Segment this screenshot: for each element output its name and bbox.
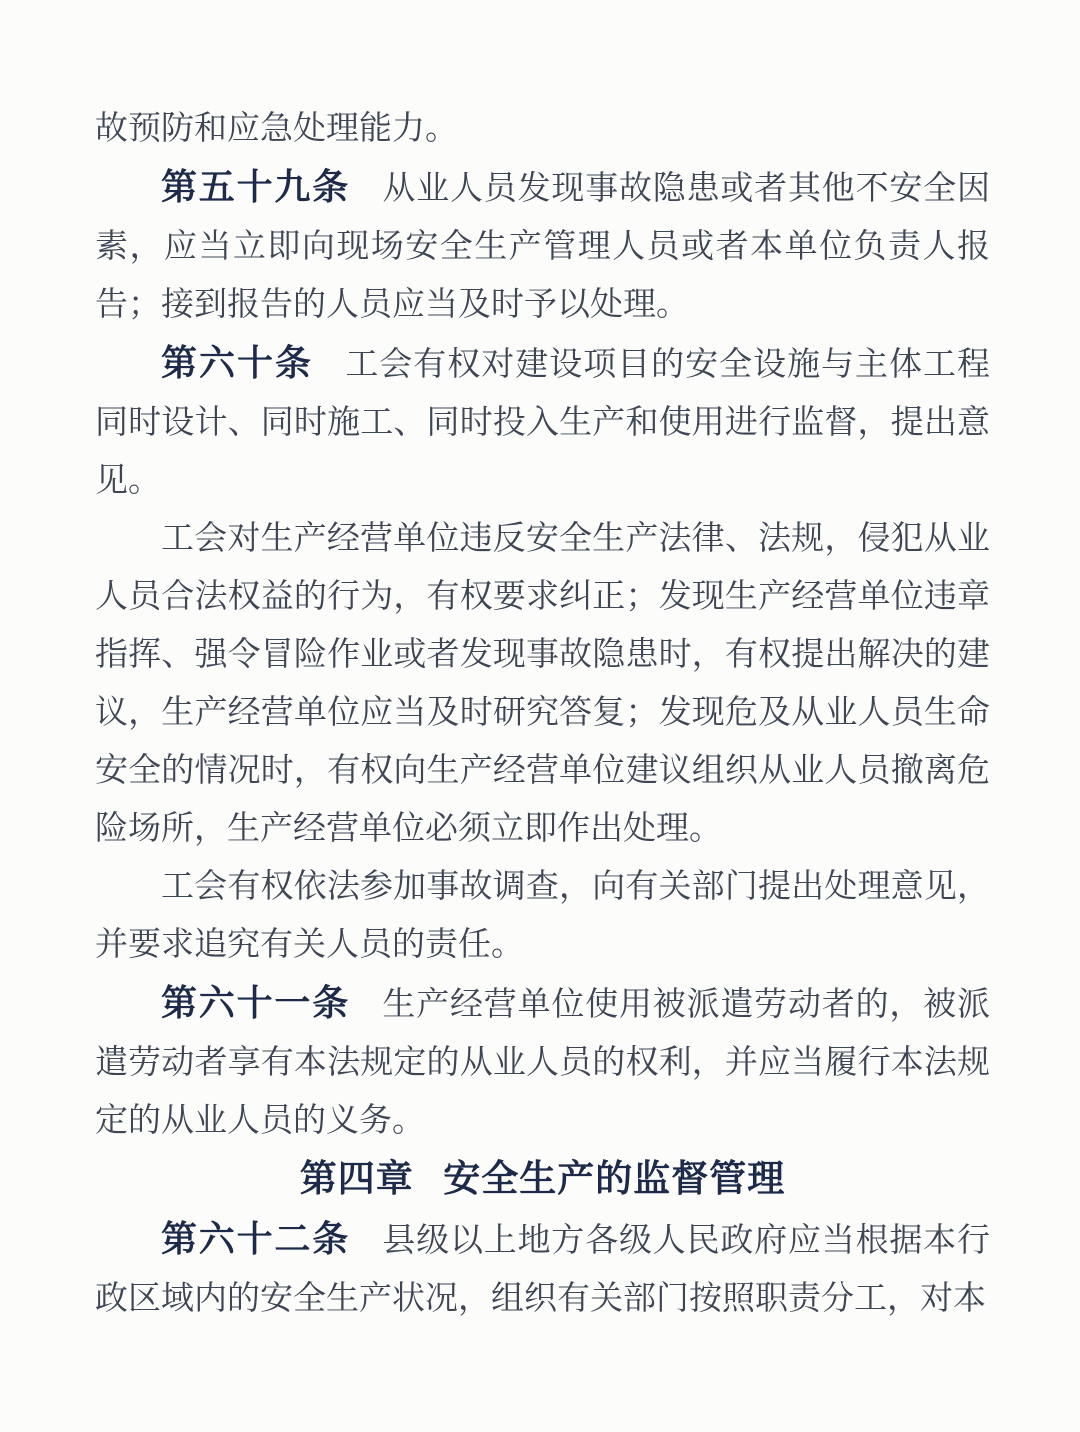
article-59 [95,158,990,334]
chapter-4-heading [95,1150,990,1210]
chapter-title: 安全生产的监督管理 [443,1158,786,1199]
article-61 [95,974,990,1150]
chapter-number: 第四章 [299,1158,414,1199]
paragraph-text: 故预防和应急处理能力。 [95,111,458,147]
article-62 [95,1210,990,1328]
article-60-paragraph-2 [95,510,990,858]
paragraph-text: 工会有权依法参加事故调查，向有关部门提出处理意见，并要求追究有关人员的责任。 [95,869,990,963]
paragraph-continuation [95,100,990,158]
article-60-text: 工会有权对建设项目的安全设施与主体工程同时设计、同时施工、同时投入生产和使用进行监督，提出意见。 [95,347,990,499]
article-61-number: 第六十一条 [161,982,350,1023]
article-60 [95,334,990,510]
article-62-text: 县级以上地方各级人民政府应当根据本行政区域内的安全生产状况，组织有关部门按照职责分工，对本 [95,1223,990,1317]
article-59-text: 从业人员发现事故隐患或者其他不安全因素，应当立即向现场安全生产管理人员或者本单位负责人报告；接到报告的人员应当及时予以处理。 [95,171,990,323]
law-text-body [95,100,990,1328]
article-59-number: 第五十九条 [161,166,350,207]
article-60-paragraph-3 [95,858,990,974]
article-61-text: 生产经营单位使用被派遣劳动者的，被派遣劳动者享有本法规定的从业人员的权利，并应当履行本法规定的从业人员的义务。 [95,987,990,1139]
article-60-number: 第六十条 [161,342,313,383]
article-62-number: 第六十二条 [161,1218,350,1259]
paragraph-text: 工会对生产经营单位违反安全生产法律、法规，侵犯从业人员合法权益的行为，有权要求纠正；发现生产经营单位违章指挥、强令冒险作业或者发现事故隐患时，有权提出解决的建议，生产经营单位应当及时研究答复；发现危及从业人员生命安全的情况时，有权向生产经营单位建议组织从业人员撤离危险场所，生产经营单位必须立即作出处理。 [95,521,990,847]
